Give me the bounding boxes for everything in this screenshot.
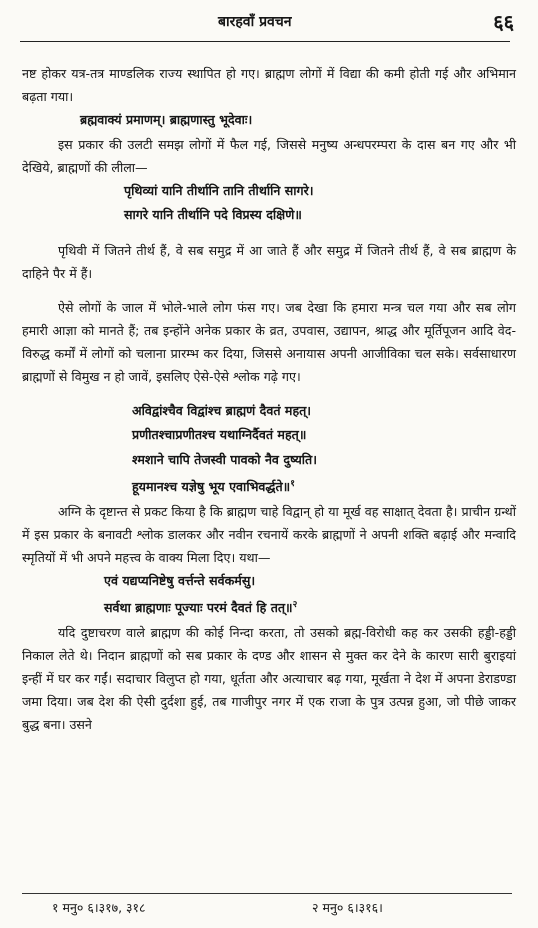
paragraph-3: पृथिवी में जितने तीर्थ हैं, वे सब समुद्र में आ जाते हैं और समुद्र में जितने तीर्थ हैं, वे सब ब्राह्मण के दाहिने पैर में हैं। [22,242,516,281]
verse-evam-line-1: एवं यद्यप्यनिष्टेषु वर्त्तन्ते सर्वकर्मसु। [104,572,256,588]
verse-avidvan-line-1: अविद्वांश्चैव विद्वांश्च ब्राह्मणं दैवतं महत्। [132,402,312,418]
paragraph-1: नष्ट होकर यत्र-तत्र माण्डलिक राज्य स्थापित हो गए। ब्राह्मण लोगों में विद्या की कमी होती गई और अभिमान बढ़ता गया। [22,66,516,104]
verse-avidvan-line-3: श्मशाने चापि तेजस्वी पावको नैव दुष्यति। [132,451,317,467]
paragraph-5: अग्नि के दृष्टान्त से प्रकट किया है कि ब्राह्मण चाहे विद्वान् हो या मूर्ख वह साक्षात् देवता है। प्राचीन ग्रन्थों में इस प्रकार के बनावटी श्लोक डालकर और नवीन रचनायें करके ब्राह्मणों ने अपनी शक्ति बढ़ाई और मन्वादि स्मृतियों में भी अपने महत्त्व के वाक्य मिला दिए। यथा— [22,503,516,565]
verse-avidvan-line-2: प्रणीतश्चाप्रणीतश्च यथाग्निर्दैवतं महत्॥ [132,427,307,442]
verse-brahmavakyam: ब्रह्मवाक्यं प्रमाणम्। ब्राह्मणास्तु भूदेवाः। [80,112,253,127]
page-header [0,8,538,38]
footnote-marker-2: २ [292,600,298,611]
footnote-2: २ मनु० ६।३१६। [312,900,383,915]
header-divider [20,41,510,42]
page-number: ६६ [493,10,514,34]
footnote-divider [22,893,512,894]
verse-prithivyam-line-1: पृथिव्यां यानि तीर्थानि तानि तीर्थानि सागरे। [124,182,314,198]
footnote-1: १ मनु० ६।३१७, ३१८ [52,900,146,915]
verse-evam-line-2: सर्वथा ब्राह्मणाः पूज्याः परमं दैवतं हि तत्॥$^२$ [104,600,298,616]
paragraph-6: यदि दुष्टाचरण वाले ब्राह्मण की कोई निन्दा करता, तो उसको ब्रह्म-विरोधी कह कर उसकी हड्डी-हड्डी निकाल लेते थे। निदान ब्राह्मणों को सब प्रकार के दण्ड और शासन से मुक्त कर देने के कारण सारी बुराइयां इन्हीं में घर कर गईं। सदाचार विलुप्त हो गया, धूर्तता और अत्याचार बढ़ गया, मूर्खता ने देश में अपना डेराडण्डा जमा दिया। जब देश की ऐसी दुर्दशा हुई, तब गाजीपुर नगर में एक राजा के पुत्र उत्पन्न हुआ, जो पीछे जाकर बुद्ध बना। उसने [22,624,516,732]
footnote-marker-1: १ [290,479,295,489]
verse-avidvan-line-4: हूयमानश्च यज्ञेषु भूय एवाभिवर्द्धते॥$^१$ [132,479,295,495]
verse-prithivyam-line-2: सागरे यानि तीर्थानि पदे विप्रस्य दक्षिणे॥ [124,207,302,222]
paragraph-4: ऐसे लोगों के जाल में भोले-भाले लोग फंस गए। जब देखा कि हमारा मन्त्र चल गया और सब लोग हमारी आज्ञा को मानते हैं; तब इन्होंने अनेक प्रकार के व्रत, उपवास, उद्यापन, श्राद्ध और मूर्तिपूजन आदि वेद-विरुद्ध कर्मों में लोगों को चलाना प्रारम्भ कर दिया, जिससे अनायास अपनी आजीविका चल सके। सर्वसाधारण ब्राह्मणों से विमुख न हो जावें, इसलिए ऐसे-ऐसे श्लोक गढ़े गए। [22,299,516,384]
footnotes [52,899,512,916]
running-title: बारहवाँ प्रवचन [218,14,292,30]
page-body [22,62,516,736]
paragraph-2: इस प्रकार की उलटी समझ लोगों में फैल गई, जिससे मनुष्य अन्धपरम्परा के दास बन गए और भी देखिये, ब्राह्मणों की लीला— [22,136,516,175]
